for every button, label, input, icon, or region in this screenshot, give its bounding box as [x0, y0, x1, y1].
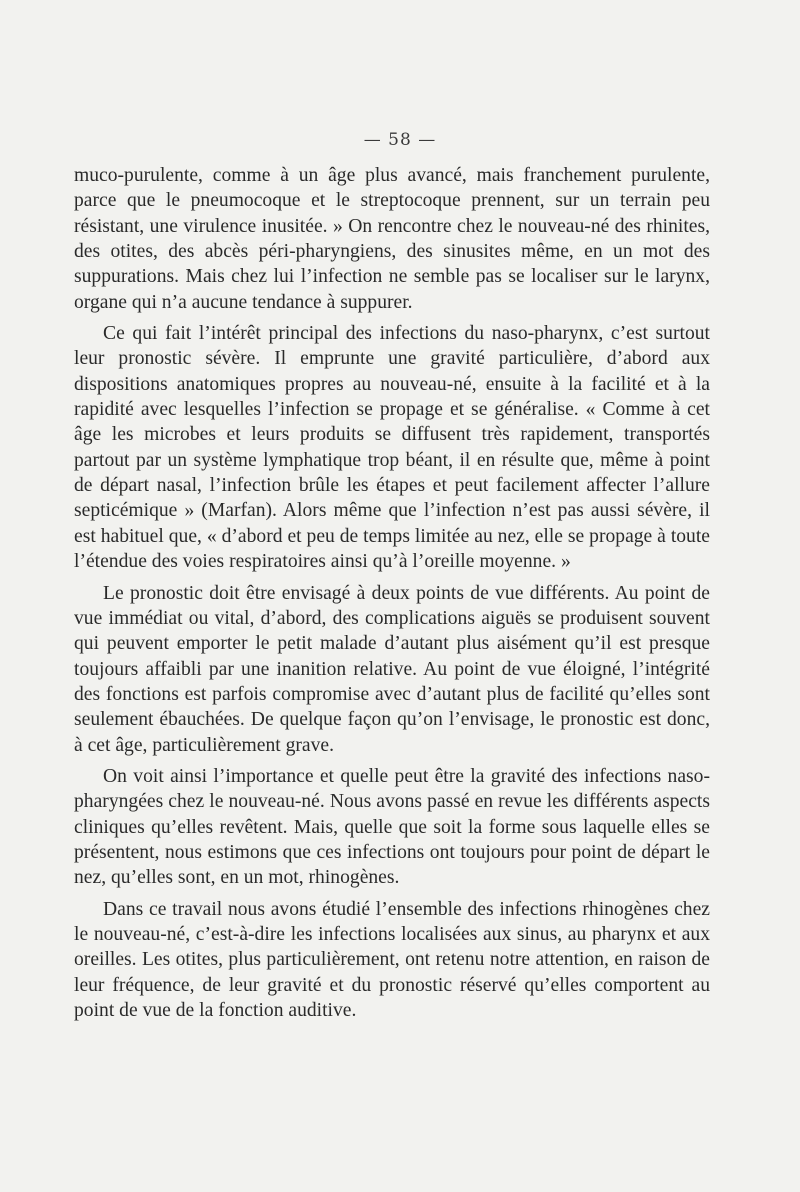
- paragraph-prognosis-intro: Ce qui fait l’intérêt principal des infections du naso-pharynx, c’est surtout leur pronostic sévère. Il emprunte une gravité particulière, d’abord aux dispositions anatomiques propres au nouveau-né, ensuite à la facilité et à la rapidité avec lesquelles l’infection se propage et se généralise. « Comme à cet âge les microbes et leurs produits se diffusent très rapidement, transportés partout par un système lymphatique trop béant, il en résulte que, même à point de départ nasal, l’infection brûle les étapes et peut facilement affecter l’allure septicémique » (Marfan). Alors même que l’infection n’est pas aussi sévère, il est habituel que, « d’abord et peu de temps limitée au nez, elle se propage à toute l’étendue des voies respiratoires ainsi qu’à l’oreille moyenne. »: [74, 323, 710, 573]
- paragraph-continuation: muco-purulente, comme à un âge plus avancé, mais franchement purulente, parce que le pneumocoque et le streptocoque prennent, sur un terrain peu résistant, une virulence inusitée. » On rencontre chez le nouveau-né des rhinites, des otites, des abcès péri-pharyngiens, des sinusites même, en un mot des suppurations. Mais chez lui l’infection ne semble pas se localiser sur le larynx, organe qui n’a aucune tendance à suppurer.: [74, 165, 710, 313]
- paragraph-study-scope: Dans ce travail nous avons étudié l’ensemble des infections rhinogènes chez le nouveau-né, c’est-à-dire les infections localisées aux sinus, au pharynx et aux oreilles. Les otites, plus particulièrement, ont retenu notre attention, en raison de leur fréquence, de leur gravité et du pronostic réservé qu’elles comportent au point de vue de la fonction auditive.: [74, 898, 710, 1021]
- body-text: [74, 163, 710, 1023]
- paragraph-importance: On voit ainsi l’importance et quelle peut être la gravité des infections naso-pharyngées chez le nouveau-né. Nous avons passé en revue les différents aspects cliniques qu’elles revêtent. Mais, quelle que soit la forme sous laquelle elles se présentent, nous estimons que ces infections ont toujours pour point de départ le nez, qu’elles sont, en un mot, rhinogènes.: [74, 765, 710, 889]
- page-number: — 58 —: [363, 130, 437, 150]
- paragraph-prognosis-views: Le pronostic doit être envisagé à deux points de vue différents. Au point de vue immédiat ou vital, d’abord, des complications aiguës se produisent souvent qui peuvent emporter le petit malade d’autant plus aisément qu’il est presque toujours affaibli par une inanition relative. Au point de vue éloigné, l’intégrité des fonctions est parfois compromise avec d’autant plus de facilité qu’elles sont seulement ébauchées. De quelque façon qu’on l’envisage, le pronostic est donc, à cet âge, particulièrement grave.: [74, 582, 710, 756]
